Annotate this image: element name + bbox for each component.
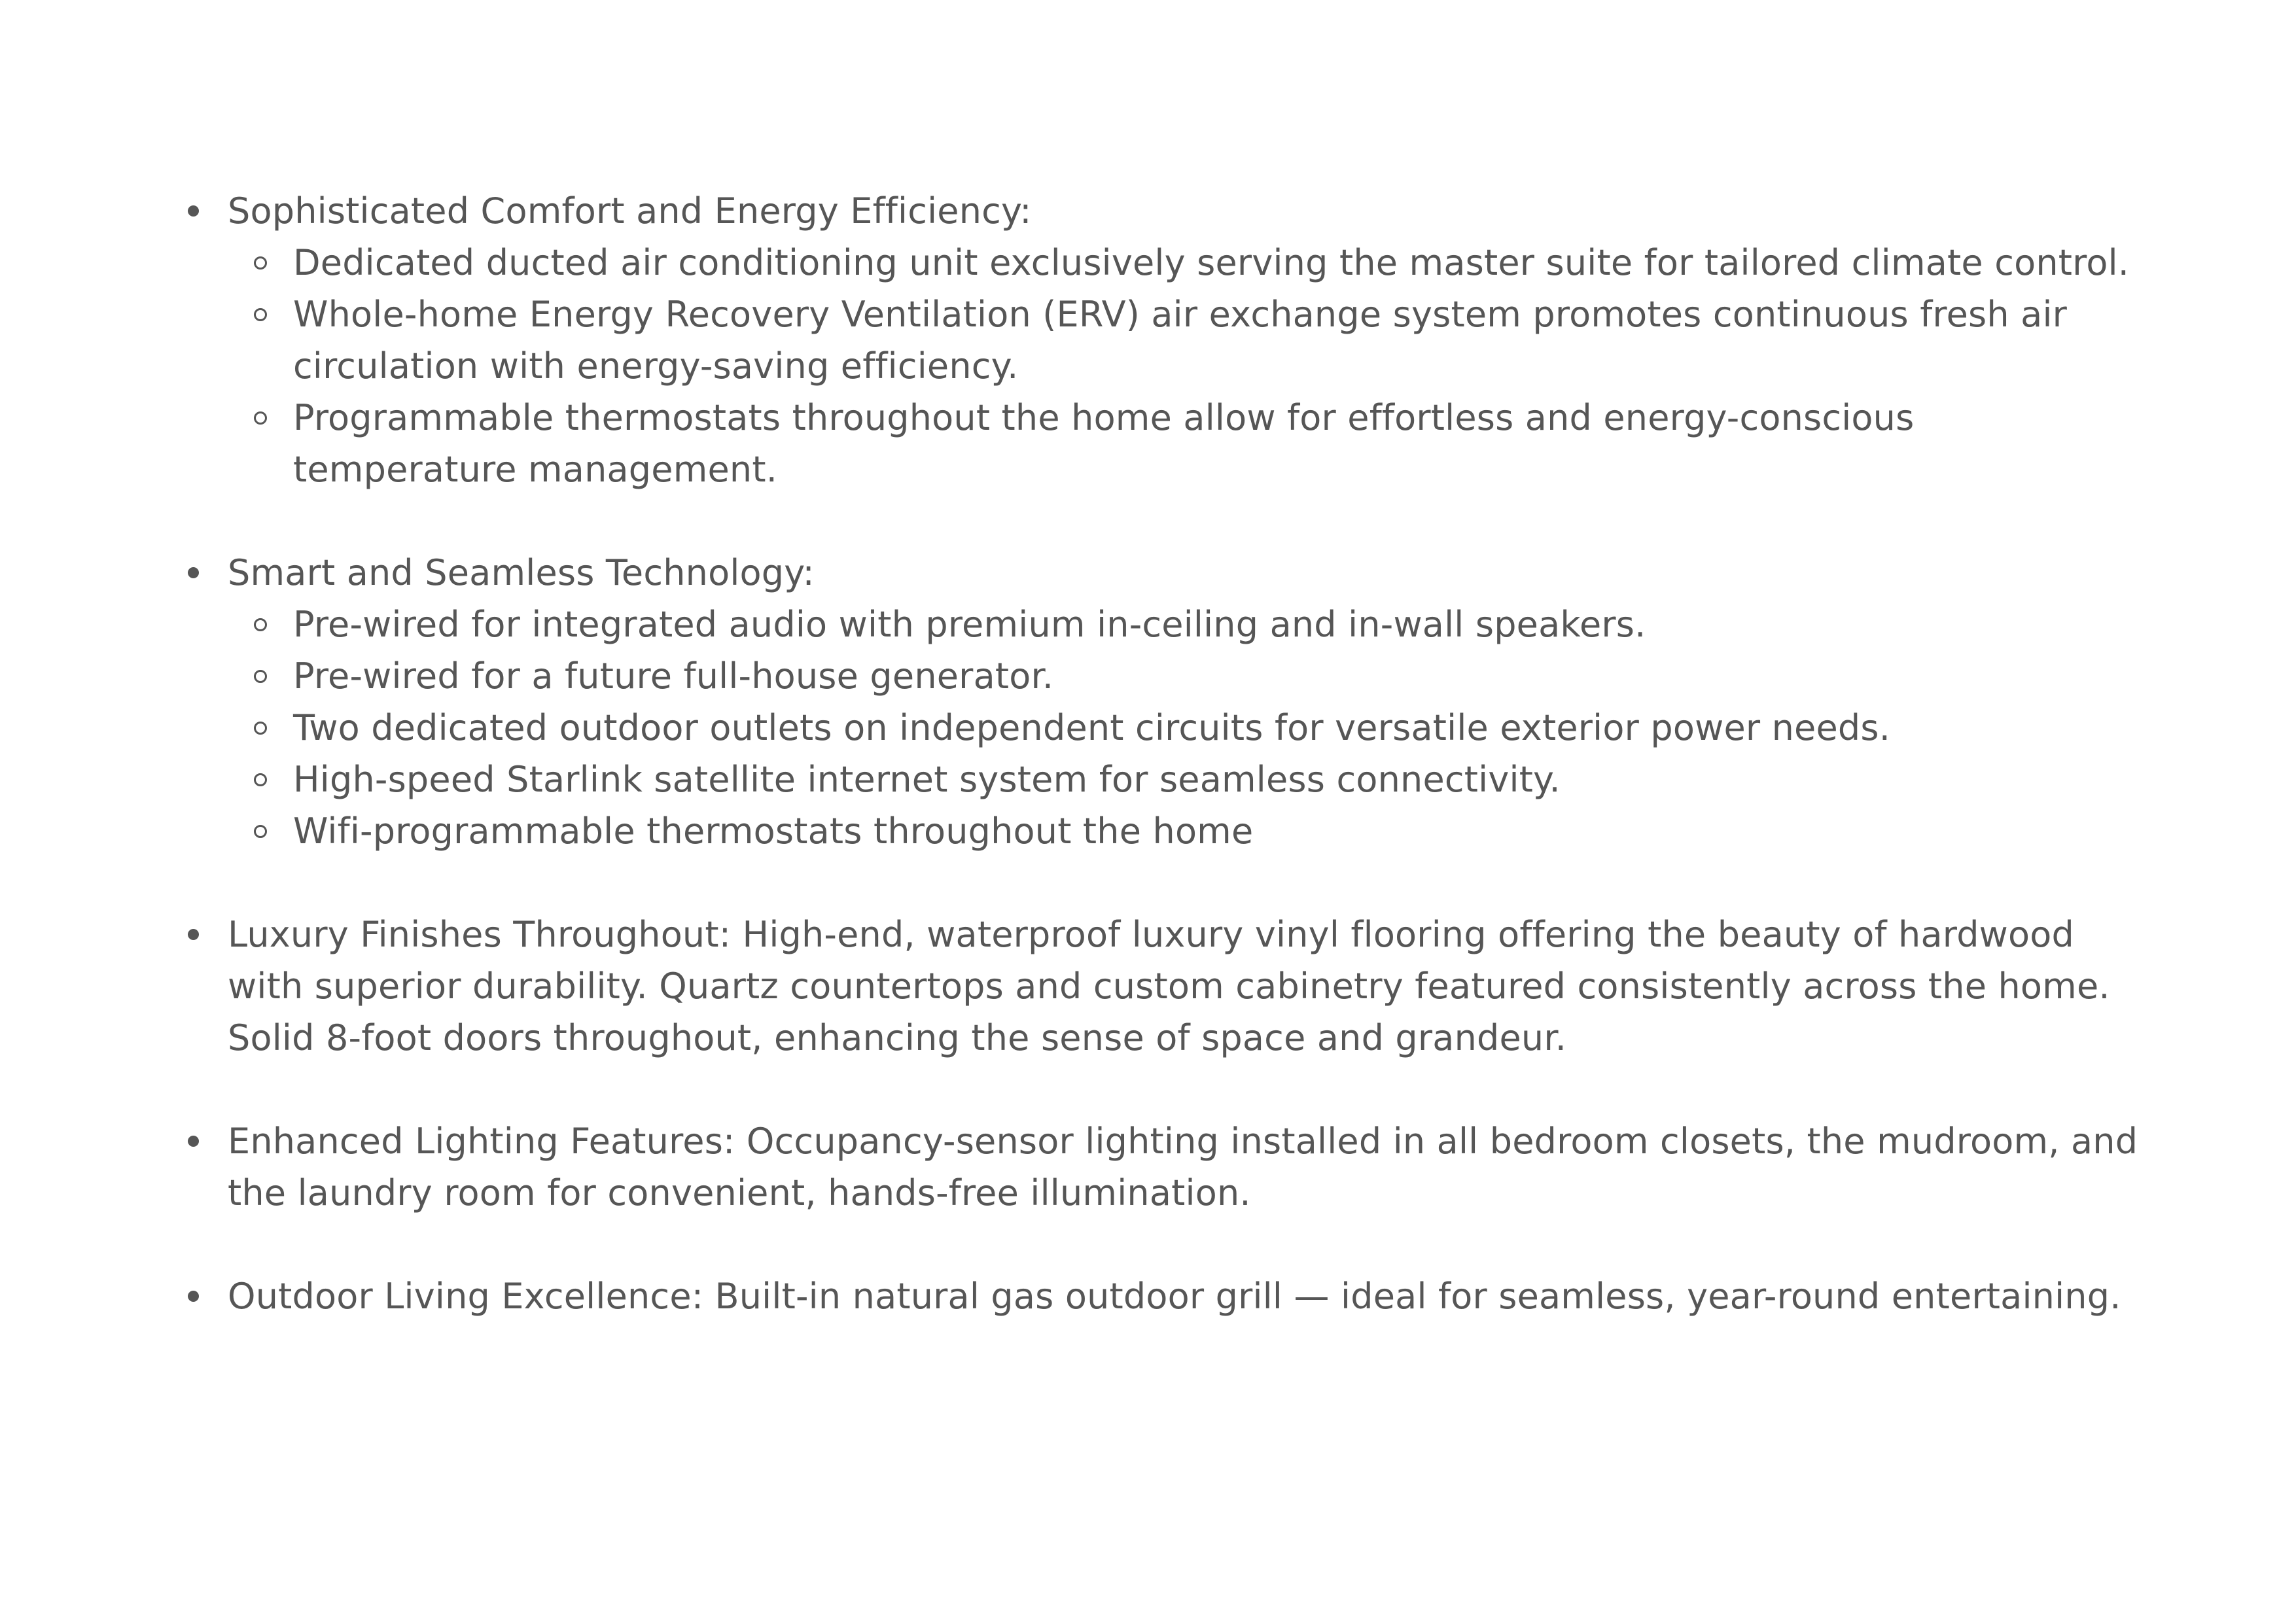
hollow-bullet-icon (254, 773, 267, 786)
list-item-comfort (0, 185, 2296, 495)
sub-item-text: Pre-wired for integrated audio with premium in-ceiling and in-wall speakers. (293, 604, 1646, 645)
section-heading: Enhanced Lighting Features: (228, 1121, 735, 1162)
sub-list-item (228, 237, 2146, 288)
sub-item-text: Pre-wired for a future full-house generator. (293, 655, 1054, 697)
section-text: Occupancy-sensor lighting installed in all bedroom closets, the mudroom, and the laundry room for convenient, hands-free illumination. (228, 1121, 2138, 1213)
section-heading: Luxury Finishes Throughout: (228, 914, 732, 955)
sub-item-text: High-speed Starlink satellite internet system for seamless connectivity. (293, 759, 1561, 800)
sub-item-text: Dedicated ducted air conditioning unit exclusively serving the master suite for tailored climate control. (293, 242, 2130, 283)
sub-list (228, 599, 2146, 857)
sub-list-item (228, 702, 2146, 754)
section-heading: Sophisticated Comfort and Energy Efficiency: (228, 190, 1032, 232)
hollow-bullet-icon (254, 825, 267, 838)
bullet-icon (188, 1136, 199, 1147)
sub-item-text: Programmable thermostats throughout the home allow for effortless and energy-conscious temperature management. (293, 397, 1915, 490)
list-item-outdoor (0, 1270, 2296, 1322)
hollow-bullet-icon (254, 256, 267, 270)
sub-item-text: Whole-home Energy Recovery Ventilation (ERV) air exchange system promotes continuous fresh air circulation with energy-saving efficiency. (293, 294, 2068, 387)
sub-list-item (228, 288, 2146, 392)
section-heading: Smart and Seamless Technology: (228, 552, 815, 593)
sub-list (228, 237, 2146, 495)
sub-list-item (228, 650, 2146, 702)
sub-list-item (228, 599, 2146, 650)
section-text: Built-in natural gas outdoor grill — ideal for seamless, year-round entertaining. (715, 1276, 2121, 1317)
feature-list (0, 185, 2296, 1322)
list-item-lighting (0, 1115, 2296, 1219)
bullet-icon (188, 205, 199, 217)
bullet-icon (188, 1291, 199, 1302)
list-item-finishes (0, 909, 2296, 1064)
hollow-bullet-icon (254, 411, 267, 425)
sub-list-item (228, 392, 2146, 495)
sub-item-text: Wifi-programmable thermostats throughout the home (293, 811, 1254, 852)
list-item-technology (0, 547, 2296, 857)
sub-list-item (228, 754, 2146, 805)
section-text: High-end, waterproof luxury vinyl flooring offering the beauty of hardwood with superior durability. Quartz countertops and custom cabinetry featured consistently across the home. Solid 8-foot doors throughout, enhancing the sense of space and grandeur. (228, 914, 2110, 1058)
hollow-bullet-icon (254, 722, 267, 735)
sub-item-text: Two dedicated outdoor outlets on independent circuits for versatile exterior power needs. (293, 707, 1891, 748)
bullet-icon (188, 567, 199, 578)
bullet-icon (188, 929, 199, 940)
hollow-bullet-icon (254, 670, 267, 683)
section-heading: Outdoor Living Excellence: (228, 1276, 704, 1317)
hollow-bullet-icon (254, 618, 267, 631)
sub-list-item (228, 805, 2146, 857)
hollow-bullet-icon (254, 308, 267, 321)
